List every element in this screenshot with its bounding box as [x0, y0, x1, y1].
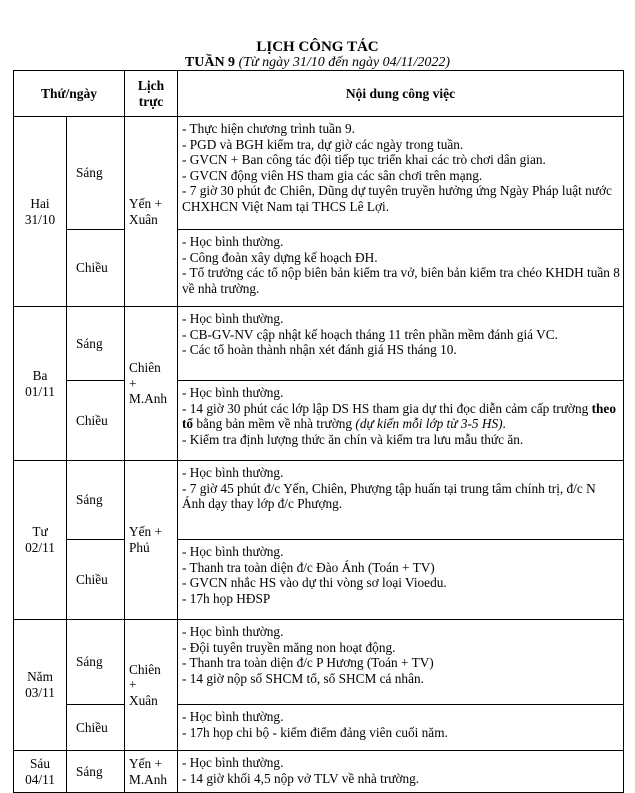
task-item: - 17h họp chi bộ - kiểm điểm đảng viên cuối năm.	[182, 724, 448, 740]
session-cell: Sáng	[67, 307, 125, 381]
schedule-row	[14, 381, 624, 461]
day-name: Tư	[32, 524, 48, 540]
day-date: 03/11	[25, 685, 55, 700]
duty-name: Yến +	[129, 195, 162, 211]
task-item: - Học bình thường.	[182, 385, 284, 400]
task-text: bằng bản mềm về nhà trường	[193, 416, 356, 432]
task-item: - Thanh tra toàn diện đ/c Đào Ánh (Toán + TV)	[182, 559, 435, 575]
task-text: .	[502, 416, 506, 432]
duty-name: M.Anh	[129, 391, 168, 407]
task-item: - Thực hiện chương trình tuần 9.	[182, 121, 355, 136]
day-name: Sáu	[30, 755, 50, 771]
task-item: - Học bình thường.	[182, 544, 284, 559]
task-item: - Tổ trưởng các tổ nộp biên bản kiểm tra vở, biên bản kiểm tra chéo KHDH tuần 8 về nhà trường.	[182, 265, 620, 296]
document-title: LỊCH CÔNG TÁC	[256, 39, 379, 55]
content-cell	[178, 461, 624, 540]
session-cell: Chiều	[67, 381, 125, 461]
duty-cell	[125, 117, 178, 307]
content-cell	[178, 230, 624, 307]
duty-name: Yến +	[129, 524, 162, 540]
task-item: - CB-GV-NV cập nhật kế hoạch tháng 11 trên phần mềm đánh giá VC.	[182, 326, 558, 342]
day-cell	[14, 461, 67, 620]
day-cell	[14, 307, 67, 461]
task-item: - 7 giờ 30 phút đc Chiên, Dũng dự tuyên truyền hưởng ứng Ngày Pháp luật nước CHXHCN Việt Nam tại THCS Lê Lợi.	[182, 183, 612, 214]
task-item: - Thanh tra toàn diện đ/c P Hương (Toán + TV)	[182, 655, 434, 671]
duty-cell	[125, 307, 178, 461]
session-cell: Sáng	[67, 117, 125, 230]
task-item: - PGD và BGH kiểm tra, dự giờ các ngày trong tuần.	[182, 136, 464, 152]
duty-cell	[125, 751, 178, 793]
week-range: (Từ ngày 31/10 đến ngày 04/11/2022)	[238, 55, 451, 70]
schedule-row	[14, 307, 624, 381]
duty-name: Xuân	[129, 211, 158, 227]
day-date: 31/10	[24, 211, 56, 227]
duty-name: Chiên	[129, 661, 161, 677]
schedule-body	[14, 117, 624, 793]
day-cell	[14, 751, 67, 793]
task-item: - Học bình thường.	[182, 624, 284, 639]
schedule-table	[13, 70, 624, 793]
duty-name: +	[129, 375, 137, 391]
day-cell	[14, 117, 67, 307]
duty-cell	[125, 461, 178, 620]
schedule-row	[14, 230, 624, 307]
duty-name: Phú	[129, 540, 150, 555]
day-date: 04/11	[25, 771, 55, 787]
schedule-row	[14, 461, 624, 540]
task-item: - Học bình thường.	[182, 709, 284, 724]
session-cell: Sáng	[67, 461, 125, 540]
header-row	[14, 71, 624, 117]
task-item: - Công đoàn xây dựng kế hoạch ĐH.	[182, 249, 378, 265]
day-name: Ba	[32, 367, 48, 383]
session-cell: Sáng	[67, 751, 125, 793]
session-cell: Chiều	[67, 705, 125, 751]
content-cell	[178, 540, 624, 620]
day-date: 02/11	[25, 540, 55, 555]
content-cell	[178, 620, 624, 705]
task-item: - 7 giờ 45 phút đ/c Yến, Chiên, Phượng tập huấn tại trung tâm chính trị, đ/c N Ánh dạy thay lớp đ/c Phượng.	[182, 480, 596, 512]
duty-name: M.Anh	[129, 771, 168, 787]
header-duty-line2: trực	[138, 93, 164, 109]
task-item: - 14 giờ nộp sổ SHCM tổ, sổ SHCM cá nhân.	[182, 670, 424, 686]
week-label: TUẦN 9	[184, 55, 236, 70]
task-note: (dự kiến mỗi lớp từ 3-5 HS)	[355, 416, 503, 432]
content-cell	[178, 705, 624, 751]
duty-name: Chiên	[129, 360, 161, 376]
header-duty-line1: Lịch	[137, 77, 165, 93]
content-cell	[178, 751, 624, 793]
session-cell: Chiều	[67, 540, 125, 620]
task-item: - Đội tuyên truyền măng non hoạt động.	[182, 639, 396, 655]
task-text: - 14 giờ 30 phút các lớp lập DS HS tham gia dự thi đọc diễn cảm cấp trường	[182, 400, 592, 416]
day-name: Hai	[30, 195, 50, 211]
week-subtitle	[0, 55, 635, 71]
content-cell	[178, 381, 624, 461]
day-date: 01/11	[25, 383, 55, 399]
task-bold: theo tổ	[182, 400, 616, 432]
task-item: - Học bình thường.	[182, 234, 284, 249]
header-day: Thứ/ngày	[14, 71, 125, 117]
task-item: - Học bình thường.	[182, 755, 284, 770]
duty-name: Xuân	[129, 692, 158, 708]
task-item: - 14 giờ khối 4,5 nộp vở TLV về nhà trường.	[182, 770, 420, 786]
task-item: - 17h họp HĐSP	[182, 590, 271, 606]
schedule-row	[14, 751, 624, 793]
task-item: - Học bình thường.	[182, 465, 284, 480]
schedule-row	[14, 117, 624, 230]
task-item: - GVCN động viên HS tham gia các sân chơi trên mạng.	[182, 167, 483, 183]
task-item: - Các tổ hoàn thành nhận xét đánh giá HS tháng 10.	[182, 342, 457, 358]
duty-name: Yến +	[129, 755, 162, 771]
task-item: - GVCN nhắc HS vào dự thi vòng sơ loại Vioedu.	[182, 575, 447, 591]
schedule-row	[14, 540, 624, 620]
schedule-row	[14, 705, 624, 751]
content-cell	[178, 117, 624, 230]
header-duty	[125, 71, 178, 117]
duty-cell	[125, 620, 178, 751]
header-content: Nội dung công việc	[178, 71, 624, 117]
task-item: - Học bình thường.	[182, 311, 284, 326]
day-cell	[14, 620, 67, 751]
session-cell: Sáng	[67, 620, 125, 705]
task-item: - Kiểm tra định lượng thức ăn chín và kiểm tra lưu mẫu thức ăn.	[182, 431, 524, 447]
session-cell: Chiều	[67, 230, 125, 307]
task-item	[182, 401, 621, 432]
content-cell	[178, 307, 624, 381]
task-item: - GVCN + Ban công tác đội tiếp tục triển khai các trò chơi dân gian.	[182, 152, 546, 168]
duty-name: +	[129, 677, 137, 693]
day-name: Năm	[27, 669, 53, 685]
schedule-row	[14, 620, 624, 705]
